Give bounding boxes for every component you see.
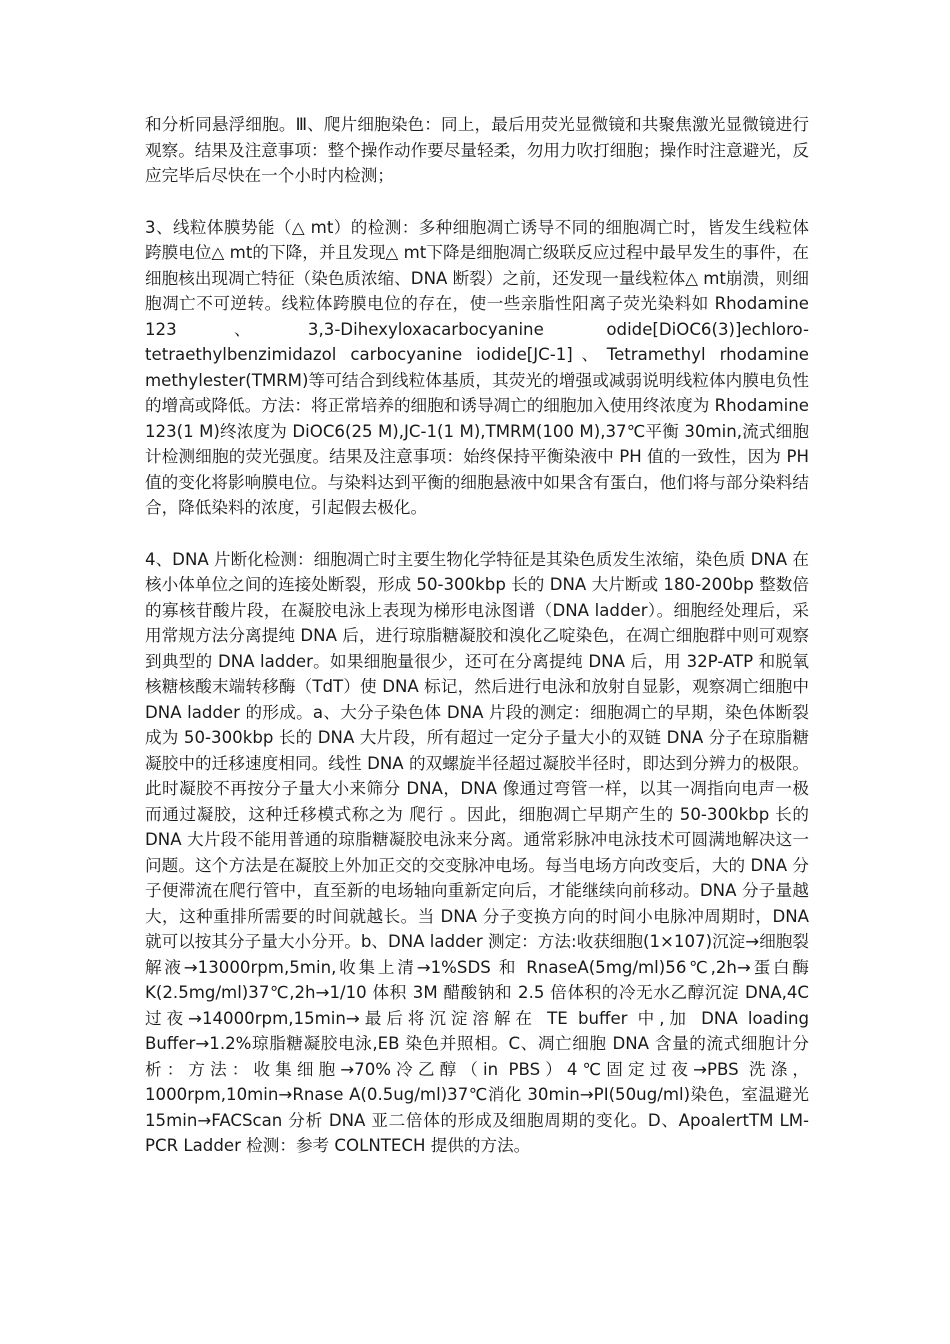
paragraph-mitochondrial-potential: 3、线粒体膜势能（△ mt）的检测：多种细胞凋亡诱导不同的细胞凋亡时，皆发生线粒体跨膜电位△ mt的下降，并且发现△ mt下降是细胞凋亡级联反应过程中最早发生的事件，在细胞核出现凋亡特征（染色质浓缩、DNA 断裂）之前，还发现一量线粒体△ mt崩溃，则细胞凋亡不可逆转。线粒体跨膜电位的存在，使一些亲脂性阳离子荧光染料如 Rhodamine 123、3,3-Dihexyloxacarbocyanine odide[DiOC6(3)]echloro-tetraethylbenzimidazol carbocyanine iodide[JC-1]、Tetramethyl rhodamine methylester(TMRM)等可结合到线粒体基质，其荧光的增强或减弱说明线粒体内膜电负性的增高或降低。方法：将正常培养的细胞和诱导凋亡的细胞加入使用终浓度为 Rhodamine 123(1 M)终浓度为 DiOC6(25 M),JC-1(1 M),TMRM(100 M),37℃平衡 30min,流式细胞计检测细胞的荧光强度。结果及注意事项：始终保持平衡染液中 PH 值的一致性，因为 PH 值的变化将影响膜电位。与染料达到平衡的细胞悬液中如果含有蛋白，他们将与部分染料结合，降低染料的浓度，引起假去极化。 bbox=[145, 217, 809, 517]
document-body bbox=[145, 112, 809, 1159]
paragraph-gap bbox=[145, 521, 809, 547]
paragraph-dna-fragmentation: 4、DNA 片断化检测：细胞凋亡时主要生物化学特征是其染色质发生浓缩，染色质 DNA 在核小体单位之间的连接处断裂，形成 50-300kbp 长的 DNA 大片断或 180-200bp 整数倍的寡核苷酸片段，在凝胶电泳上表现为梯形电泳图谱（DNA ladder）。细胞经处理后，采用常规方法分离提纯 DNA 后，进行琼脂糖凝胶和溴化乙啶染色，在凋亡细胞群中则可观察到典型的 DNA ladder。如果细胞量很少，还可在分离提纯 DNA 后，用 32P-ATP 和脱氧核糖核酸末端转移酶（TdT）使 DNA 标记，然后进行电泳和放射自显影，观察凋亡细胞中 DNA ladder 的形成。a、大分子染色体 DNA 片段的测定：细胞凋亡的早期，染色体断裂成为 50-300kbp 长的 DNA 大片段，所有超过一定分子量大小的双链 DNA 分子在琼脂糖凝胶中的迁移速度相同。线性 DNA 的双螺旋半径超过凝胶半径时，即达到分辨力的极限。此时凝胶不再按分子量大小来筛分 DNA，DNA 像通过弯管一样，以其一凋指向电声一极而通过凝胶，这种迁移模式称之为 爬行 。因此，细胞凋亡早期产生的 50-300kbp 长的 DNA 大片段不能用普通的琼脂糖凝胶电泳来分离。通常彩脉冲电泳技术可圆满地解决这一问题。这个方法是在凝胶上外加正交的交变脉冲电场。每当电场方向改变后，大的 DNA 分子便滞流在爬行管中，直至新的电场轴向重新定向后，才能继续向前移动。DNA 分子量越大，这种重排所需要的时间就越长。当 DNA 分子变换方向的时间小电脉冲周期时，DNA 就可以按其分子量大小分开。b、DNA ladder 测定：方法:收获细胞(1×107)沉淀→细胞裂解液→13000rpm,5min,收集上清→1%SDS 和 RnaseA(5mg/ml)56℃,2h→蛋白酶 K(2.5mg/ml)37℃,2h→1/10 体积 3M 醋酸钠和 2.5 倍体积的冷无水乙醇沉淀 DNA,4C 过夜→14000rpm,15min→最后将沉淀溶解在 TE buffer 中,加 DNA loading Buffer→1.2%琼脂糖凝胶电泳,EB 染色并照相。C、凋亡细胞 DNA 含量的流式细胞计分析：方法：收集细胞→70%冷乙醇（in PBS）4℃固定过夜→PBS 洗涤，1000rpm,10min→Rnase A(0.5ug/ml)37℃消化 30min→PI(50ug/ml)染色，室温避光 15min→FACScan 分析 DNA 亚二倍体的形成及细胞周期的变化。D、ApoalertTM LM-PCR Ladder 检测：参考 COLNTECH 提供的方法。 bbox=[145, 549, 809, 1155]
paragraph-gap bbox=[145, 189, 809, 215]
paragraph-staining-notes: 和分析同悬浮细胞。Ⅲ、爬片细胞染色：同上，最后用荧光显微镜和共聚焦激光显微镜进行观察。结果及注意事项：整个操作动作要尽量轻柔，勿用力吹打细胞；操作时注意避光，反应完毕后尽快在一个小时内检测； bbox=[145, 115, 809, 185]
